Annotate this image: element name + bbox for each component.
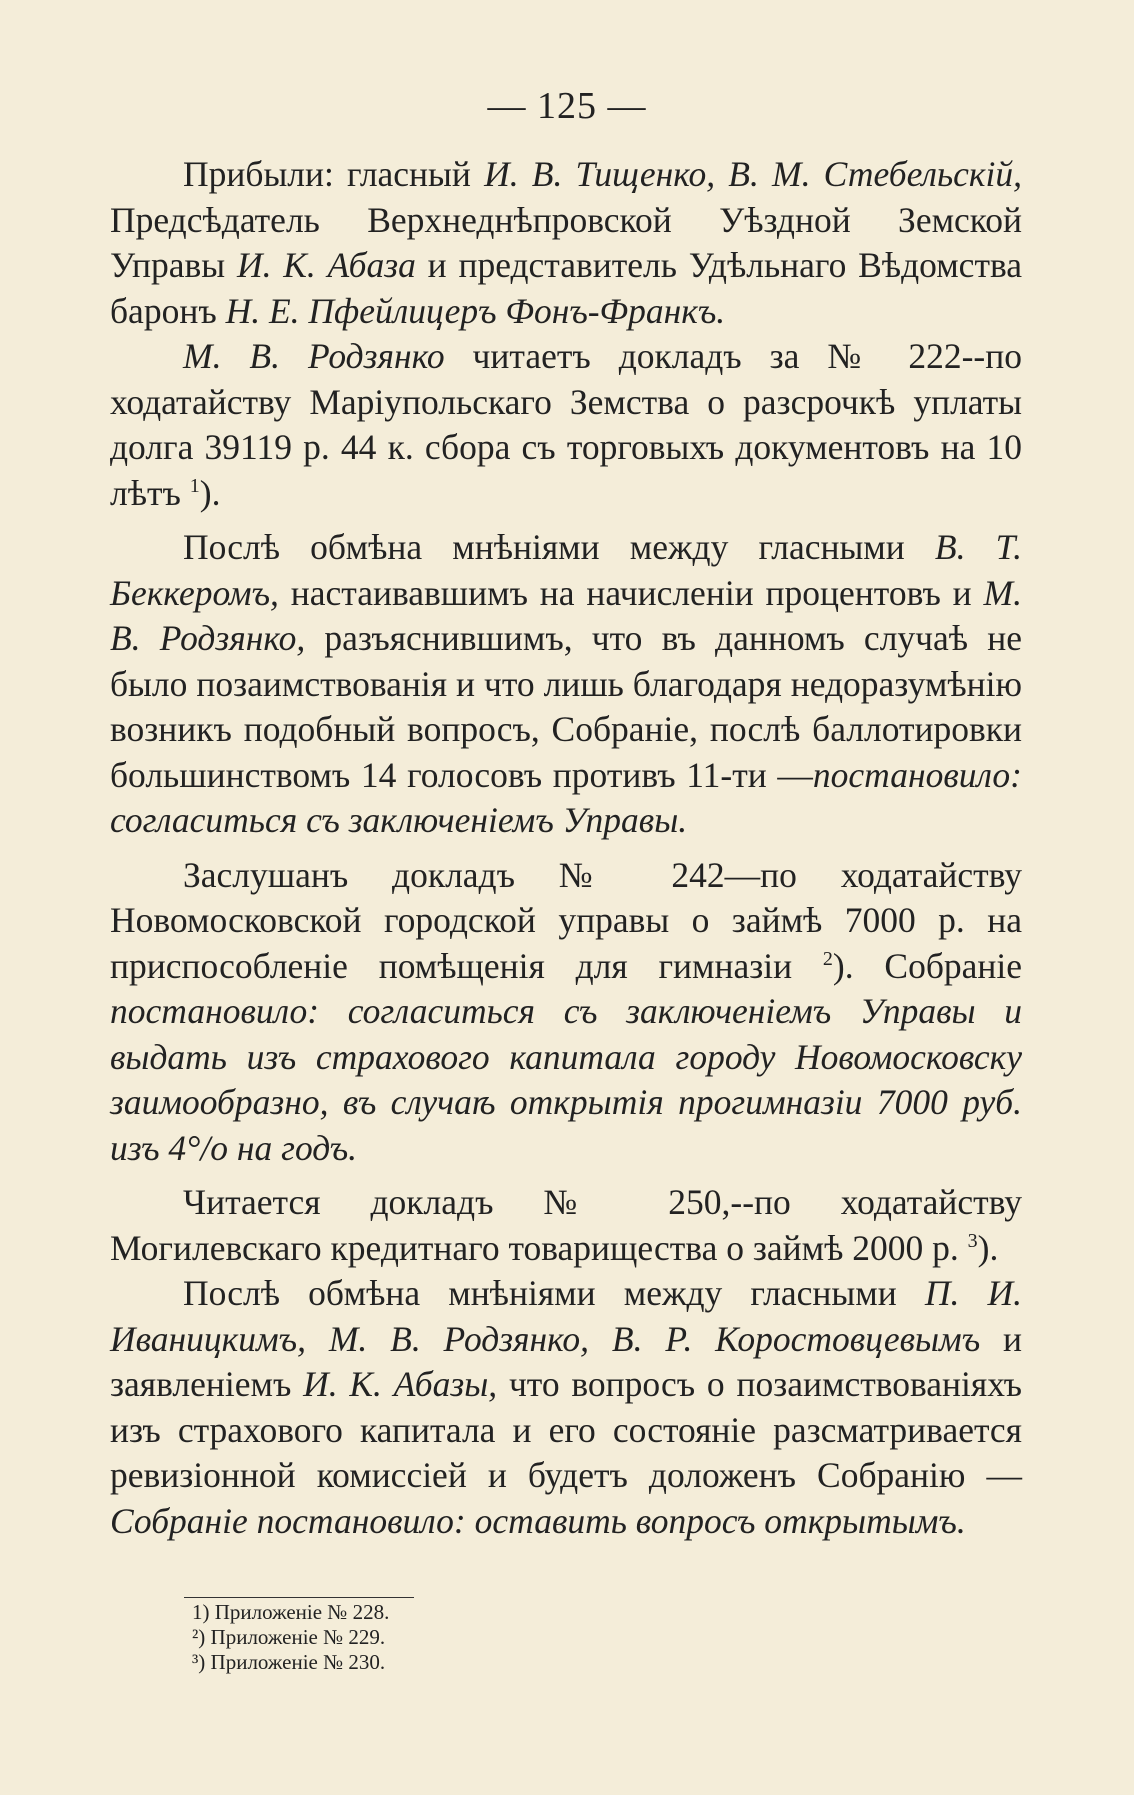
italic-text: постановило: согласиться съ заключеніемъ Управы и выдать изъ страхового капитала городу Новомосковску заимообразно, въ случаѣ открытія прогимназіи 7000 руб. изъ 4°/о на годъ.	[110, 991, 1022, 1168]
paragraph	[110, 1180, 1022, 1271]
text-run: Послѣ обмѣна мнѣніями между гласными	[183, 1273, 925, 1313]
footnote: ³) Приложеніе № 230.	[192, 1650, 386, 1674]
paragraph	[110, 334, 1022, 516]
italic-text: И. К. Абазы,	[303, 1364, 498, 1404]
text-run: и заявленіемъ	[110, 1318, 1022, 1404]
text-run: ).	[977, 1227, 999, 1268]
text-run: Прибыли: гласный	[183, 154, 485, 194]
italic-text: М. В. Родзянко,	[110, 572, 1022, 658]
footnotes	[192, 1600, 389, 1675]
italic-text: М. В. Родзянко	[183, 336, 445, 376]
italic-text: П. И. Иваницкимъ, М. В. Родзянко, В. Р. Коростовцевымъ	[110, 1273, 1022, 1359]
text-run: ). Собраніе	[832, 945, 1022, 986]
paragraph	[110, 525, 1022, 844]
text-run: Предсѣдатель Верхнеднѣпровской Уѣздной Земской Управы	[110, 199, 1022, 285]
footnote: ²) Приложеніе № 229.	[192, 1625, 386, 1649]
footnote-ref: 1	[189, 474, 200, 497]
text-run: настаивавшимъ на начисленіи процентовъ и	[278, 572, 984, 613]
text-run: Послѣ обмѣна мнѣніями между гласными	[183, 527, 935, 567]
text-run: и представитель Удѣльнаго Вѣдомства баронъ	[110, 245, 1023, 331]
italic-text: И. К. Абаза	[236, 245, 416, 285]
paragraph	[110, 853, 1022, 1172]
footnote-divider	[184, 1597, 414, 1598]
italic-text: И. В. Тищенко, В. М. Стебельскій,	[484, 154, 1022, 194]
italic-text: В. Т. Беккеромъ,	[110, 527, 1022, 613]
footnote-ref: 2	[822, 947, 833, 970]
body-text	[110, 152, 1022, 1544]
text-run: что вопросъ о позаимствованіяхъ изъ страхового капитала и его состояніе разсматривается ревизіонной комиссіей и будетъ доложенъ Собранію —	[110, 1364, 1022, 1495]
footnote-ref: 3	[967, 1229, 978, 1252]
italic-text: постановило: согласиться съ заключеніемъ Управы.	[110, 754, 1022, 840]
text-run: читаетъ докладъ за № 222--по ходатайству Маріупольскаго Земства о разсрочкѣ уплаты долга 39119 р. 44 к. сбора съ торговыхъ документовъ на 10 лѣтъ	[110, 336, 1022, 513]
footnote: 1) Приложеніе № 228.	[192, 1600, 390, 1624]
text-run: Читается докладъ № 250,--по ходатайству Могилевскаго кредитнаго товарищества о займѣ 2000 р.	[110, 1182, 1022, 1268]
paragraph	[110, 152, 1022, 334]
text-run: ).	[199, 472, 221, 513]
italic-text: Собраніе постановило: оставить вопросъ открытымъ.	[110, 1500, 966, 1541]
text-run: разъяснившимъ, что въ данномъ случаѣ не было позаимствованія и что лишь благодаря недоразумѣнію возникъ подобный вопросъ, Собраніе, послѣ баллотировки большинствомъ 14 голосовъ противъ 11-ти —	[110, 618, 1022, 795]
paragraph	[110, 1271, 1022, 1544]
text-run: Заслушанъ докладъ № 242—по ходатайству Новомосковской городской управы о займѣ 7000 р. на приспособленіе помѣщенія для гимназіи	[110, 854, 1022, 986]
italic-text: Н. Е. Пфейлицеръ Фонъ-Франкъ.	[225, 290, 726, 331]
page-number: — 125 —	[487, 85, 647, 127]
